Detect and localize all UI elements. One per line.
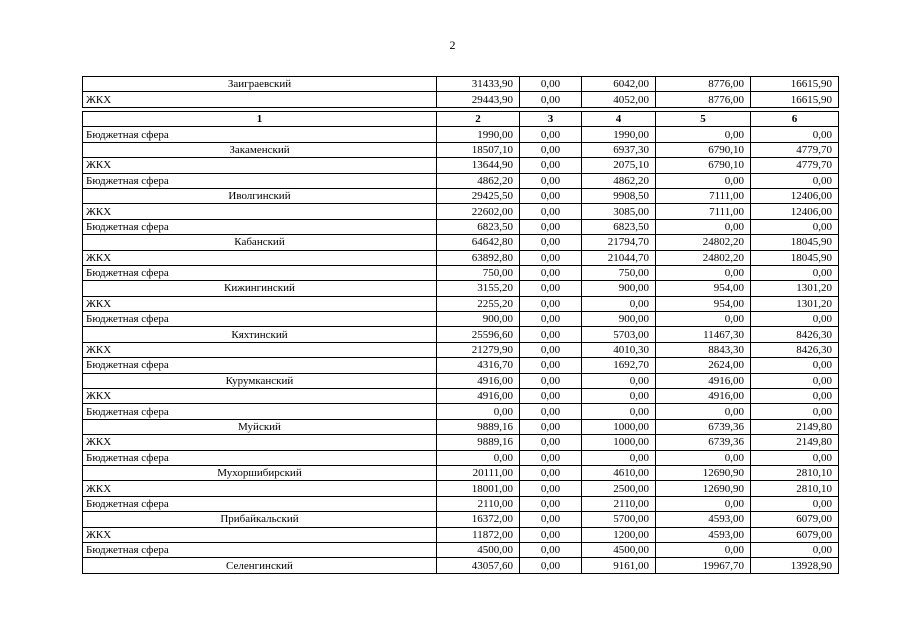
sector-row	[83, 173, 839, 188]
sector-name: ЖКХ	[83, 204, 437, 219]
value-cell: 18045,90	[751, 250, 839, 265]
column-header: 2	[437, 112, 520, 127]
value-cell: 63892,80	[437, 250, 520, 265]
value-cell: 16615,90	[751, 77, 839, 92]
district-row	[83, 281, 839, 296]
value-cell: 11467,30	[656, 327, 751, 342]
value-cell: 0,00	[582, 296, 656, 311]
value-cell: 0,00	[520, 465, 582, 480]
sector-name: Бюджетная сфера	[83, 358, 437, 373]
value-cell: 0,00	[520, 219, 582, 234]
value-cell: 1301,20	[751, 281, 839, 296]
sector-row	[83, 92, 839, 107]
sector-name: Бюджетная сфера	[83, 496, 437, 511]
value-cell: 18507,10	[437, 142, 520, 157]
sector-row	[83, 389, 839, 404]
sector-row	[83, 527, 839, 542]
value-cell: 24802,20	[656, 235, 751, 250]
value-cell: 0,00	[582, 389, 656, 404]
value-cell: 5700,00	[582, 512, 656, 527]
value-cell: 0,00	[582, 373, 656, 388]
value-cell: 1000,00	[582, 435, 656, 450]
value-cell: 21794,70	[582, 235, 656, 250]
column-header: 3	[520, 112, 582, 127]
value-cell: 6079,00	[751, 527, 839, 542]
value-cell: 43057,60	[437, 558, 520, 573]
value-cell: 900,00	[437, 312, 520, 327]
value-cell: 0,00	[520, 435, 582, 450]
value-cell: 0,00	[656, 312, 751, 327]
value-cell: 0,00	[751, 389, 839, 404]
value-cell: 4916,00	[437, 389, 520, 404]
sector-name: Бюджетная сфера	[83, 542, 437, 557]
value-cell: 4862,20	[582, 173, 656, 188]
district-name: Курумканский	[83, 373, 437, 388]
value-cell: 0,00	[656, 127, 751, 142]
sector-row	[83, 358, 839, 373]
sector-row	[83, 342, 839, 357]
value-cell: 4500,00	[582, 542, 656, 557]
column-header: 1	[83, 112, 437, 127]
value-cell: 0,00	[751, 127, 839, 142]
value-cell: 0,00	[520, 173, 582, 188]
value-cell: 0,00	[520, 358, 582, 373]
value-cell: 6937,30	[582, 142, 656, 157]
value-cell: 6042,00	[582, 77, 656, 92]
district-name: Мухоршибирский	[83, 465, 437, 480]
value-cell: 9889,16	[437, 419, 520, 434]
value-cell: 0,00	[520, 542, 582, 557]
district-row	[83, 419, 839, 434]
district-row	[83, 235, 839, 250]
sector-name: ЖКХ	[83, 527, 437, 542]
value-cell: 0,00	[437, 450, 520, 465]
sector-row	[83, 404, 839, 419]
district-row	[83, 188, 839, 203]
value-cell: 4500,00	[437, 542, 520, 557]
sector-row	[83, 158, 839, 173]
column-header: 5	[656, 112, 751, 127]
value-cell: 1301,20	[751, 296, 839, 311]
value-cell: 22602,00	[437, 204, 520, 219]
value-cell: 4916,00	[437, 373, 520, 388]
value-cell: 4916,00	[656, 373, 751, 388]
district-name: Кижингинский	[83, 281, 437, 296]
district-name: Прибайкальский	[83, 512, 437, 527]
sector-name: Бюджетная сфера	[83, 219, 437, 234]
value-cell: 6823,50	[437, 219, 520, 234]
district-row	[83, 558, 839, 573]
district-name: Муйский	[83, 419, 437, 434]
value-cell: 31433,90	[437, 77, 520, 92]
value-cell: 5703,00	[582, 327, 656, 342]
sector-name: Бюджетная сфера	[83, 450, 437, 465]
value-cell: 16372,00	[437, 512, 520, 527]
value-cell: 0,00	[656, 450, 751, 465]
value-cell: 4593,00	[656, 527, 751, 542]
district-name: Иволгинский	[83, 188, 437, 203]
value-cell: 750,00	[582, 265, 656, 280]
value-cell: 9908,50	[582, 188, 656, 203]
value-cell: 2149,80	[751, 419, 839, 434]
value-cell: 0,00	[520, 204, 582, 219]
sector-row	[83, 481, 839, 496]
sector-row	[83, 219, 839, 234]
district-row	[83, 327, 839, 342]
value-cell: 0,00	[582, 450, 656, 465]
sector-name: Бюджетная сфера	[83, 173, 437, 188]
sector-row	[83, 496, 839, 511]
sector-row	[83, 296, 839, 311]
sector-name: ЖКХ	[83, 389, 437, 404]
value-cell: 4916,00	[656, 389, 751, 404]
value-cell: 0,00	[520, 265, 582, 280]
sector-name: Бюджетная сфера	[83, 265, 437, 280]
sector-name: ЖКХ	[83, 158, 437, 173]
sector-name: Бюджетная сфера	[83, 127, 437, 142]
value-cell: 18001,00	[437, 481, 520, 496]
sector-row	[83, 204, 839, 219]
value-cell: 0,00	[520, 296, 582, 311]
value-cell: 0,00	[520, 512, 582, 527]
value-cell: 4610,00	[582, 465, 656, 480]
value-cell: 20111,00	[437, 465, 520, 480]
value-cell: 13644,90	[437, 158, 520, 173]
district-row	[83, 373, 839, 388]
value-cell: 4779,70	[751, 158, 839, 173]
value-cell: 0,00	[751, 542, 839, 557]
sector-row	[83, 265, 839, 280]
value-cell: 0,00	[520, 481, 582, 496]
value-cell: 13928,90	[751, 558, 839, 573]
continuation-table	[82, 76, 839, 108]
sector-row	[83, 435, 839, 450]
value-cell: 2255,20	[437, 296, 520, 311]
value-cell: 19967,70	[656, 558, 751, 573]
value-cell: 4052,00	[582, 92, 656, 107]
sector-name: ЖКХ	[83, 250, 437, 265]
value-cell: 8426,30	[751, 342, 839, 357]
value-cell: 0,00	[520, 250, 582, 265]
value-cell: 21279,90	[437, 342, 520, 357]
budget-table	[82, 111, 839, 574]
value-cell: 0,00	[520, 327, 582, 342]
value-cell: 3155,20	[437, 281, 520, 296]
value-cell: 12690,90	[656, 481, 751, 496]
sector-name: ЖКХ	[83, 92, 437, 107]
sector-row	[83, 127, 839, 142]
value-cell: 2110,00	[582, 496, 656, 511]
value-cell: 6739,36	[656, 419, 751, 434]
value-cell: 0,00	[520, 281, 582, 296]
value-cell: 9889,16	[437, 435, 520, 450]
value-cell: 0,00	[520, 450, 582, 465]
value-cell: 4779,70	[751, 142, 839, 157]
district-row	[83, 77, 839, 92]
value-cell: 7111,00	[656, 204, 751, 219]
value-cell: 24802,20	[656, 250, 751, 265]
column-header: 4	[582, 112, 656, 127]
value-cell: 8426,30	[751, 327, 839, 342]
district-name: Кабанский	[83, 235, 437, 250]
value-cell: 6790,10	[656, 158, 751, 173]
sector-name: ЖКХ	[83, 342, 437, 357]
value-cell: 25596,60	[437, 327, 520, 342]
value-cell: 12690,90	[656, 465, 751, 480]
value-cell: 6079,00	[751, 512, 839, 527]
value-cell: 8776,00	[656, 77, 751, 92]
sector-name: ЖКХ	[83, 296, 437, 311]
value-cell: 0,00	[751, 265, 839, 280]
value-cell: 0,00	[656, 404, 751, 419]
value-cell: 0,00	[520, 142, 582, 157]
value-cell: 2500,00	[582, 481, 656, 496]
value-cell: 6823,50	[582, 219, 656, 234]
value-cell: 0,00	[656, 265, 751, 280]
value-cell: 8843,30	[656, 342, 751, 357]
value-cell: 0,00	[656, 496, 751, 511]
value-cell: 0,00	[520, 127, 582, 142]
value-cell: 0,00	[656, 542, 751, 557]
value-cell: 12406,00	[751, 188, 839, 203]
value-cell: 954,00	[656, 281, 751, 296]
value-cell: 2149,80	[751, 435, 839, 450]
district-row	[83, 465, 839, 480]
value-cell: 0,00	[520, 235, 582, 250]
value-cell: 954,00	[656, 296, 751, 311]
value-cell: 2810,10	[751, 481, 839, 496]
value-cell: 18045,90	[751, 235, 839, 250]
value-cell: 0,00	[751, 312, 839, 327]
value-cell: 4010,30	[582, 342, 656, 357]
value-cell: 0,00	[751, 496, 839, 511]
value-cell: 0,00	[520, 527, 582, 542]
sector-name: Бюджетная сфера	[83, 312, 437, 327]
district-name: Закаменский	[83, 142, 437, 157]
value-cell: 1200,00	[582, 527, 656, 542]
value-cell: 29443,90	[437, 92, 520, 107]
value-cell: 0,00	[520, 404, 582, 419]
value-cell: 29425,50	[437, 188, 520, 203]
sector-name: ЖКХ	[83, 435, 437, 450]
value-cell: 0,00	[582, 404, 656, 419]
value-cell: 2624,00	[656, 358, 751, 373]
value-cell: 900,00	[582, 281, 656, 296]
sector-row	[83, 312, 839, 327]
sector-name: Бюджетная сфера	[83, 404, 437, 419]
value-cell: 9161,00	[582, 558, 656, 573]
value-cell: 0,00	[520, 312, 582, 327]
value-cell: 2810,10	[751, 465, 839, 480]
district-name: Кяхтинский	[83, 327, 437, 342]
value-cell: 0,00	[520, 558, 582, 573]
value-cell: 0,00	[656, 173, 751, 188]
value-cell: 0,00	[520, 419, 582, 434]
value-cell: 0,00	[656, 219, 751, 234]
value-cell: 0,00	[520, 188, 582, 203]
value-cell: 16615,90	[751, 92, 839, 107]
value-cell: 4316,70	[437, 358, 520, 373]
value-cell: 1990,00	[582, 127, 656, 142]
value-cell: 3085,00	[582, 204, 656, 219]
value-cell: 1990,00	[437, 127, 520, 142]
column-number-header	[83, 112, 839, 127]
value-cell: 750,00	[437, 265, 520, 280]
value-cell: 11872,00	[437, 527, 520, 542]
sector-row	[83, 450, 839, 465]
value-cell: 0,00	[751, 358, 839, 373]
value-cell: 6739,36	[656, 435, 751, 450]
value-cell: 0,00	[520, 389, 582, 404]
value-cell: 0,00	[520, 158, 582, 173]
value-cell: 2110,00	[437, 496, 520, 511]
value-cell: 0,00	[751, 404, 839, 419]
district-name: Селенгинский	[83, 558, 437, 573]
page-number: 2	[449, 38, 456, 52]
value-cell: 900,00	[582, 312, 656, 327]
value-cell: 0,00	[520, 496, 582, 511]
value-cell: 6790,10	[656, 142, 751, 157]
value-cell: 12406,00	[751, 204, 839, 219]
column-header: 6	[751, 112, 839, 127]
sector-name: ЖКХ	[83, 481, 437, 496]
value-cell: 7111,00	[656, 188, 751, 203]
value-cell: 0,00	[520, 92, 582, 107]
value-cell: 0,00	[437, 404, 520, 419]
value-cell: 4593,00	[656, 512, 751, 527]
value-cell: 0,00	[751, 373, 839, 388]
value-cell: 4862,20	[437, 173, 520, 188]
value-cell: 21044,70	[582, 250, 656, 265]
value-cell: 64642,80	[437, 235, 520, 250]
value-cell: 0,00	[751, 450, 839, 465]
value-cell: 0,00	[520, 77, 582, 92]
value-cell: 1692,70	[582, 358, 656, 373]
value-cell: 0,00	[751, 173, 839, 188]
value-cell: 8776,00	[656, 92, 751, 107]
value-cell: 0,00	[751, 219, 839, 234]
district-row	[83, 142, 839, 157]
value-cell: 1000,00	[582, 419, 656, 434]
sector-row	[83, 542, 839, 557]
district-name: Заиграевский	[83, 77, 437, 92]
district-row	[83, 512, 839, 527]
sector-row	[83, 250, 839, 265]
value-cell: 2075,10	[582, 158, 656, 173]
value-cell: 0,00	[520, 373, 582, 388]
value-cell: 0,00	[520, 342, 582, 357]
